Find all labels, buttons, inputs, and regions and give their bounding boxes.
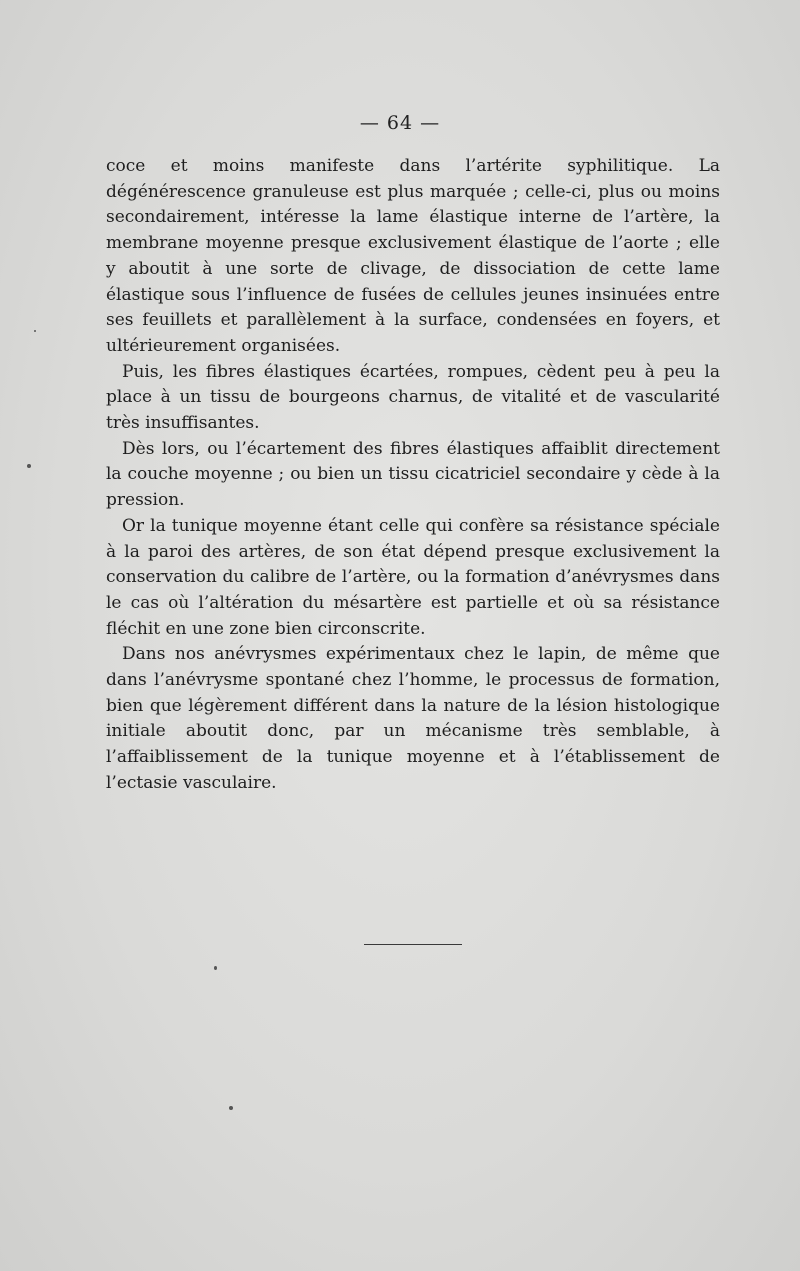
print-speck: [229, 1106, 233, 1110]
page-number: — 64 —: [359, 112, 441, 134]
print-speck: [214, 966, 217, 970]
body-text: [106, 154, 720, 797]
paragraph-5: Dans nos anévrysmes expérimentaux chez le lapin, de même que dans l’anévrysme spontané chez l’homme, le processus de formation, bien que légèrement différent dans la nature de la lésion histologique initiale aboutit donc, par un mécanisme très semblable, à l’affaiblissement de la tunique moyenne et à l’établissement de l’ectasie vasculaire.: [106, 644, 720, 793]
paragraph-1: coce et moins manifeste dans l’artérite syphilitique. La dégénérescence granuleuse est plus marquée ; celle-ci, plus ou moins secondairement, intéresse la lame élastique interne de l’artère, la membrane moyenne presque exclusivement élastique de l’aorte ; elle y aboutit à une sorte de clivage, de dissociation de cette lame élastique sous l’influence de fusées de cellules jeunes insinuées entre ses feuillets et parallèlement à la surface, condensées en foyers, et ultérieurement organisées.: [106, 156, 720, 356]
paragraph-4: Or la tunique moyenne étant celle qui confère sa résistance spéciale à la paroi des artères, de son état dépend presque exclusivement la conservation du calibre de l’artère, ou la formation d’anévrysmes dans le cas où l’altération du mésartère est partielle et où sa résistance fléchit en une zone bien circonscrite.: [106, 515, 720, 639]
paragraph-3: Dès lors, ou l’écartement des fibres élastiques affaiblit directement la couche moyenne ; ou bien un tissu cicatriciel secondaire y cède à la pression.: [106, 438, 720, 511]
paragraph-2: Puis, les fibres élastiques écartées, rompues, cèdent peu à peu la place à un tissu de bourgeons charnus, de vitalité et de vascularité très insuffisantes.: [106, 361, 720, 434]
print-speck: [27, 464, 31, 468]
section-end-rule: [364, 944, 462, 945]
print-speck: [34, 330, 36, 332]
